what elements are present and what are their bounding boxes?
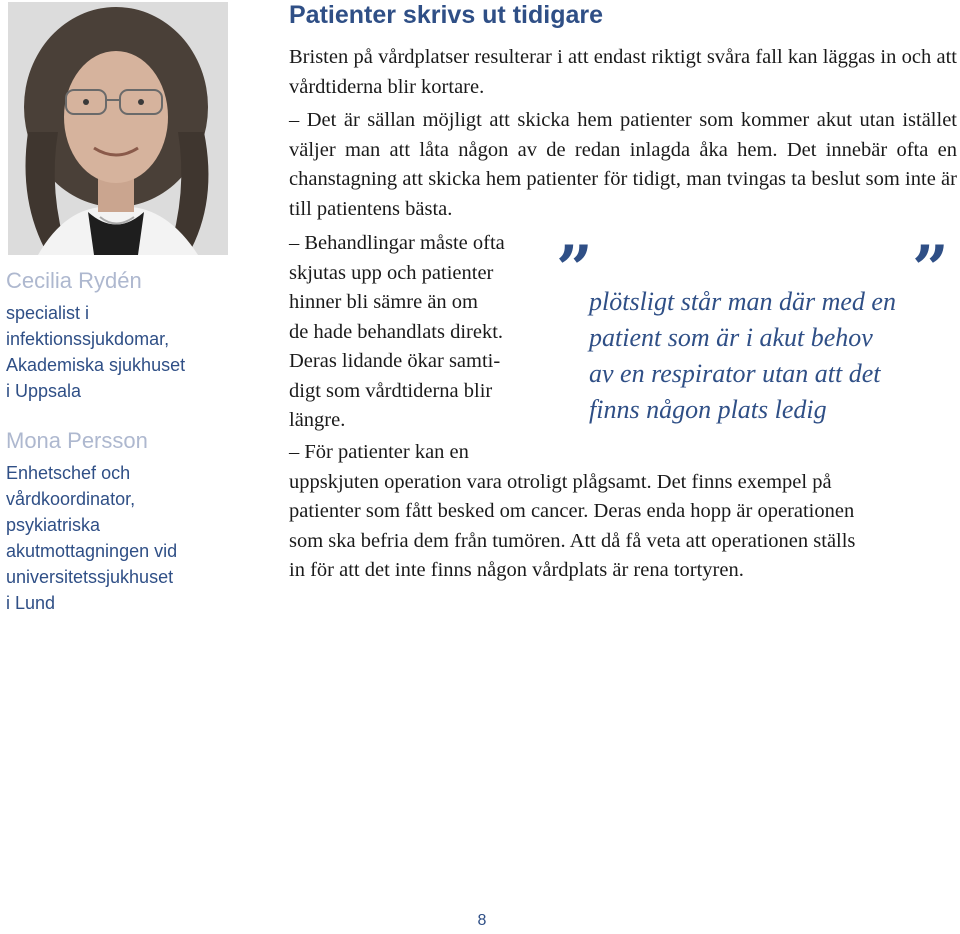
pull-quote <box>589 284 949 428</box>
text-line: patienter som fått besked om cancer. Deras enda hopp är operationen <box>289 500 855 522</box>
person-card-1 <box>6 268 228 404</box>
text-line: hinner bli sämre än om <box>289 291 479 313</box>
text-line: de hade behandlats direkt. <box>289 320 504 343</box>
text-line: digt som vårdtiderna blir <box>289 379 493 402</box>
text-line: längre. <box>289 409 346 431</box>
portrait-photo <box>8 2 228 255</box>
person-role: Enhetschef och vårdkoordinator, psykiatriska akutmottagningen vid universitetssjukhuset i Lund <box>6 463 178 613</box>
paragraph-2: – Det är sällan möjligt att skicka hem patienter som kommer akut utan istället väljer man att låta någon av de redan inlagda åka hem. Det innebär ofta en chanstagning att skicka hem patienter för tidigt, man tvingas ta beslut som inte är till patientens bästa. <box>289 109 957 220</box>
text-line: skjutas upp och patienter <box>289 261 494 284</box>
text-line: – Behandlingar måste ofta <box>289 232 505 254</box>
person-name: Cecilia Rydén <box>6 268 142 293</box>
person-name: Mona Persson <box>6 428 148 453</box>
text-line: uppskjuten operation vara otroligt plågsamt. Det finns exempel på <box>289 470 832 493</box>
person-role: specialist i infektionssjukdomar, Akademiska sjukhuset i Uppsala <box>6 303 186 401</box>
quote-line: plötsligt står man där med en <box>589 287 896 316</box>
page-number: 8 <box>477 912 487 929</box>
quote-line: finns någon plats ledig <box>589 395 827 424</box>
quote-line: av en respirator utan att det <box>589 359 881 388</box>
paragraph-1: Bristen på vårdplatser resulterar i att endast riktigt svåra fall kan läggas in och att vårdtiderna blir kortare. <box>289 46 957 98</box>
quote-close-mark: ” <box>912 232 949 307</box>
text-line: – För patienter kan en <box>289 441 469 463</box>
narrow-paragraph <box>289 229 541 436</box>
quote-line: patient som är i akut behov <box>589 323 873 352</box>
text-line: som ska befria dem från tumören. Att då få veta att operationen ställs <box>289 529 856 552</box>
quote-open-mark: ” <box>556 232 593 307</box>
article-headline: Patienter skrivs ut tidigare <box>289 1 604 29</box>
text-line: Deras lidande ökar samti- <box>289 350 501 372</box>
person-card-2 <box>6 428 228 616</box>
paragraph-3 <box>289 438 957 586</box>
text-line: in för att det inte finns någon vårdplats är rena tortyren. <box>289 559 744 581</box>
